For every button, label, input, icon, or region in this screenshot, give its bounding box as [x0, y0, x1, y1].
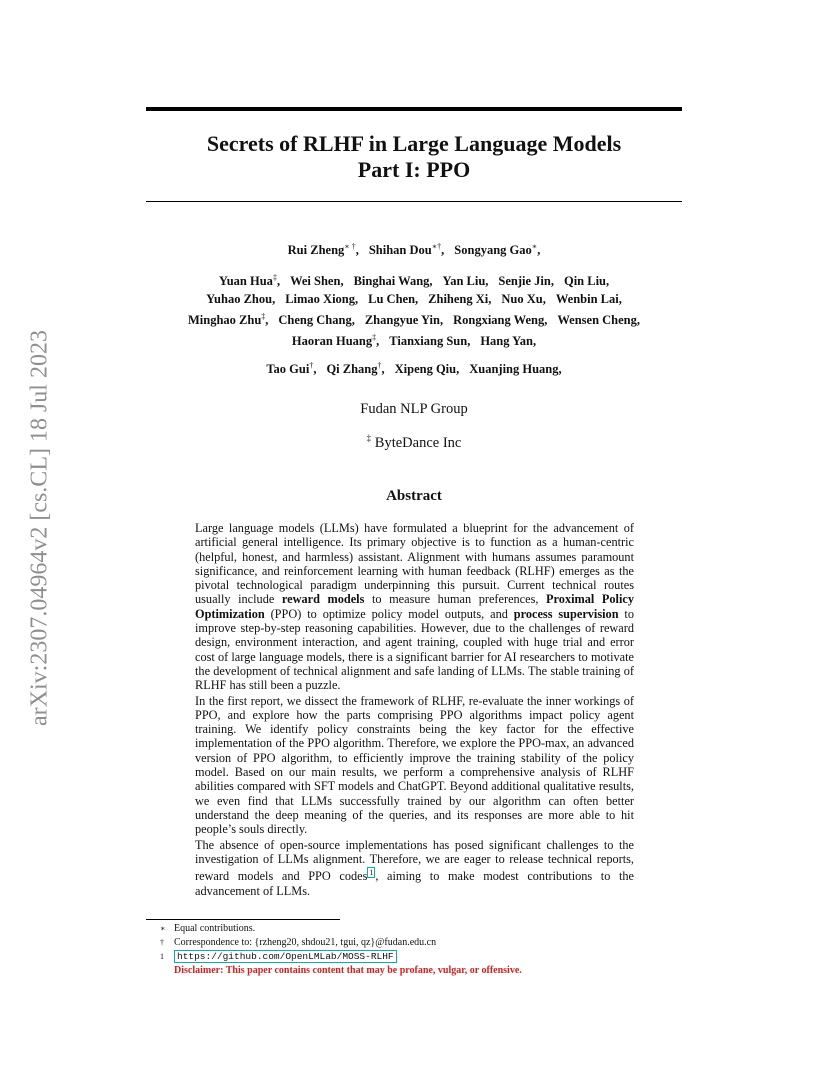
author-name-text: Yan Liu: [442, 274, 486, 289]
abstract-paragraph-2: In the first report, we dissect the framework of RLHF, re-evaluate the inner workings of PPO, and explore how the parts comprising PPO algorithms impact policy agent training. We identify policy constraints being the key factor for the effective implementation of the PPO algorithm. Therefore, we explore the PPO-max, an advanced version of PPO algorithm, to efficiently improve the training stability of the policy model. Based on our main results, we perform a comprehensive analysis of RLHF abilities compared with SFT models and ChatGPT. Beyond additional qualitative results, we even find that LLMs successfully trained by our algorithm can often better understand the deep meaning of the queries, and its responses are more able to hit people’s souls directly.: [195, 693, 634, 837]
author-name: Yan Liu,: [442, 274, 489, 289]
author-name: Xipeng Qiu,: [394, 362, 460, 377]
author-name: Hang Yan,: [480, 334, 537, 349]
author-name: Wei Shen,: [290, 274, 344, 289]
author-name-text: Wensen Cheng: [557, 313, 637, 328]
title-line-1: Secrets of RLHF in Large Language Models: [206, 131, 622, 156]
author-name: Senjie Jin,: [498, 274, 554, 289]
abstract-text: Large language models (LLMs) have formulated a blueprint for the advancement of artificial general intelligence. Its primary objective is to function as a human-centric (helpful, honest, and harmless) assistant. Alignment with humans assumes paramount significance, and reinforcement learning with human feedback (RLHF) emerges as the pivotal technological paradigm underpinning this pursuit. Current technical routes usually include: [195, 521, 634, 607]
author-mark: ∗†: [431, 242, 442, 251]
abstract-text: , aiming to make modest contributions to the advancement of LLMs.: [195, 869, 634, 898]
author-name-text: Zhiheng Xi: [428, 292, 489, 307]
author-name: Cheng Chang,: [278, 313, 355, 328]
author-name: Tao Gui†,: [266, 361, 317, 377]
author-name: Limao Xiong,: [285, 292, 359, 307]
author-name-text: Senjie Jin: [498, 274, 551, 289]
author-name: Rongxiang Weng,: [453, 313, 548, 328]
abstract-text: The absence of open-source implementations has posed significant challenges to the investigation of LLMs alignment. Therefore, we are eager to release technical reports, reward models and PPO codes: [195, 837, 634, 884]
author-name: Binghai Wang,: [353, 274, 433, 289]
author-name-text: Tianxiang Sun: [389, 334, 468, 349]
author-name-text: Qi Zhang: [326, 362, 378, 377]
author-name-text: Limao Xiong: [285, 292, 355, 307]
author-name-text: Qin Liu: [563, 274, 607, 289]
abstract-body: [195, 521, 634, 899]
author-name: Nuo Xu,: [501, 292, 546, 307]
footnotes: [160, 922, 522, 978]
footnote-text: Correspondence to: {rzheng20, shdou21, tgui, qz}@fudan.edu.cn: [174, 937, 437, 948]
arxiv-identifier: arXiv:2307.04964v2 [cs.CL] 18 Jul 2023: [26, 330, 53, 726]
author-name-text: Cheng Chang: [278, 313, 352, 328]
abstract-text: to measure human preferences,: [364, 592, 547, 607]
author-mark: ∗ †: [344, 242, 356, 251]
author-name: Minghao Zhu‡,: [187, 312, 269, 328]
author-name-text: Binghai Wang: [353, 274, 430, 289]
affiliation-fudan: Fudan NLP Group: [360, 401, 468, 417]
author-name-text: Minghao Zhu: [187, 313, 262, 328]
author-name: Shihan Dou∗†,: [368, 242, 445, 258]
author-name-text: Xipeng Qiu: [394, 362, 457, 377]
affiliation-bytedance: [146, 433, 682, 452]
author-name: Tianxiang Sun,: [389, 334, 471, 349]
author-name-text: Rui Zheng: [287, 243, 345, 258]
footnote-text: Equal contributions.: [174, 923, 256, 934]
footnote-correspondence: [160, 936, 522, 950]
author-name: Wenbin Lai,: [555, 292, 622, 307]
author-name: Yuhao Zhou,: [206, 292, 276, 307]
author-name-text: Songyang Gao: [454, 243, 532, 258]
author-name: Wensen Cheng,: [557, 313, 640, 328]
author-name: Zhiheng Xi,: [428, 292, 492, 307]
author-mark: †: [377, 361, 382, 370]
author-mark: ‡: [261, 312, 266, 322]
author-name: Lu Chen,: [368, 292, 419, 307]
footnote-mark: 1: [160, 952, 164, 961]
author-name: Zhangyue Yin,: [364, 313, 444, 328]
paper-title: [146, 131, 682, 183]
author-name: Haoran Huang‡,: [291, 333, 380, 349]
abstract-bold: process supervision: [513, 606, 619, 621]
author-mark: ∗: [531, 242, 538, 251]
author-name-text: Yuan Hua: [218, 274, 273, 289]
author-name-text: Hang Yan: [480, 334, 533, 349]
footnote-equal: [160, 922, 522, 936]
author-name: Qin Liu,: [563, 274, 610, 289]
title-bottom-rule: [146, 201, 682, 202]
author-mark: ‡: [272, 273, 277, 282]
footnote-ref-link[interactable]: 1: [369, 868, 374, 878]
authors-row-3: [146, 357, 682, 378]
author-mark: †: [309, 361, 314, 370]
author-mark: ‡: [372, 333, 377, 343]
footnote-mark: ∗: [160, 924, 166, 933]
author-name-text: Haoran Huang: [291, 334, 373, 349]
authors-row-1: [146, 238, 682, 259]
abstract-text: (PPO) to optimize policy model outputs, and: [264, 606, 514, 621]
author-name-text: Nuo Xu: [501, 292, 543, 307]
author-name-text: Zhangyue Yin: [364, 313, 440, 328]
author-name-text: Shihan Dou: [368, 243, 432, 258]
author-name-text: Wenbin Lai: [555, 292, 619, 307]
author-name: Rui Zheng∗ †,: [287, 242, 359, 258]
author-name-text: Lu Chen: [368, 292, 416, 307]
author-name: Qi Zhang†,: [326, 361, 385, 377]
title-line-2: Part I: PPO: [357, 157, 471, 182]
abstract-bold: reward models: [281, 592, 365, 607]
author-name: Songyang Gao∗,: [454, 242, 541, 258]
author-name-text: Xuanjing Huang: [469, 362, 559, 377]
author-name: Yuan Hua‡,: [218, 273, 281, 289]
footnote-rule: [146, 919, 340, 920]
abstract-text: to improve step-by-step reasoning capabilities. However, due to the challenges of reward design, environment interaction, and agent training, coupled with huge trial and error cost of large language models, there is a significant barrier for AI researchers to motivate the development of technical alignment and safe landing of LLMs. The stable training of RLHF has still been a puzzle.: [195, 606, 635, 693]
title-top-rule: [146, 107, 682, 111]
author-name-text: Yuhao Zhou: [206, 292, 273, 307]
author-name-text: Wei Shen: [290, 274, 341, 289]
disclaimer: Disclaimer: This paper contains content that may be profane, vulgar, or offensive.: [174, 965, 522, 976]
abstract-bold: Proximal Policy Optimization: [195, 592, 634, 621]
abstract-paragraph-1: [195, 521, 634, 693]
abstract-heading: Abstract: [386, 488, 442, 504]
author-name-text: Tao Gui: [266, 362, 310, 377]
abstract-paragraph-3: [195, 838, 634, 898]
authors-row-2: [146, 269, 682, 350]
author-name-text: Rongxiang Weng: [453, 313, 545, 328]
affiliation-name: ByteDance Inc: [374, 434, 462, 451]
footnote-url: [160, 950, 522, 964]
author-name: Xuanjing Huang,: [469, 362, 562, 377]
affiliation-mark: ‡: [366, 433, 372, 443]
footnote-mark: †: [160, 938, 164, 947]
github-link[interactable]: https://github.com/OpenLMLab/MOSS-RLHF: [174, 950, 397, 963]
